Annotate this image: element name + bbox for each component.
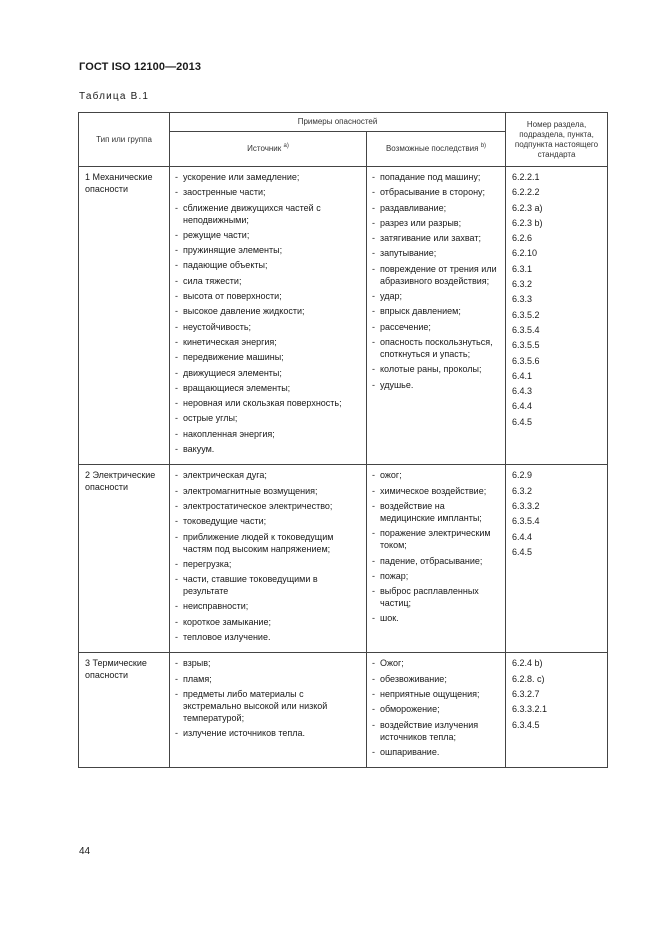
source-item: - части, ставшие токоведущими в результате: [174, 573, 363, 597]
section-ref-item: 6.3.5.2: [512, 309, 540, 320]
section-ref-item: 6.4.4: [512, 531, 533, 542]
header-type-group: Тип или группа: [79, 113, 170, 167]
section-ref-list: [510, 469, 604, 557]
source-item: - приближение людей к токоведущим частям под высоким напряжением;: [174, 531, 363, 555]
source-item: - ускорение или замедление;: [174, 171, 363, 183]
consequence-item: - впрыск давлением;: [371, 305, 502, 317]
source-item: - сила тяжести;: [174, 275, 363, 287]
section-ref-item: 6.2.10: [512, 248, 538, 259]
source-item: - заостренные части;: [174, 186, 363, 198]
source-item: - высокое давление жидкости;: [174, 305, 363, 317]
section-ref-item: 6.3.4.5: [512, 719, 540, 730]
source-item: - неисправности;: [174, 600, 363, 612]
section-ref-item: 6.2.3 b): [512, 217, 543, 228]
consequence-item: - воздействие излучения источников тепла;: [371, 719, 502, 743]
header-source: [170, 132, 367, 167]
source-item: - падающие объекты;: [174, 259, 363, 271]
section-ref-cell: [506, 653, 608, 768]
source-item: - электрическая дуга;: [174, 469, 363, 481]
section-ref-item: 6.2.6: [512, 233, 533, 244]
hazards-table: [78, 112, 608, 768]
source-item: - передвижение машины;: [174, 351, 363, 363]
source-cell: [170, 167, 367, 465]
source-item: - токоведущие части;: [174, 515, 363, 527]
consequence-item: - колотые раны, проколы;: [371, 363, 502, 375]
table-caption: Таблица В.1: [79, 91, 150, 102]
source-cell: [170, 653, 367, 768]
section-ref-list: [510, 657, 604, 730]
consequence-item: - разрез или разрыв;: [371, 217, 502, 229]
consequence-item: - обезвоживание;: [371, 673, 502, 685]
table-body: [79, 167, 608, 768]
source-list: [174, 171, 363, 455]
section-ref-item: 6.2.8. c): [512, 673, 545, 684]
consequence-item: - обморожение;: [371, 703, 502, 715]
section-ref-item: 6.4.3: [512, 386, 533, 397]
source-item: - острые углы;: [174, 412, 363, 424]
section-ref-item: 6.3.3: [512, 294, 533, 305]
consequence-item: - раздавливание;: [371, 202, 502, 214]
section-ref-item: 6.2.3 a): [512, 202, 543, 213]
source-item: - режущие части;: [174, 229, 363, 241]
source-item: - тепловое излучение.: [174, 631, 363, 643]
section-ref-item: 6.4.5: [512, 546, 533, 557]
consequence-list: [371, 171, 502, 391]
consequence-item: - поражение электрическим током;: [371, 527, 502, 551]
consequence-list: [371, 657, 502, 757]
consequence-item: - выброс расплавленных частиц;: [371, 585, 502, 609]
consequence-item: - воздействие на медицинские импланты;: [371, 500, 502, 524]
consequence-item: - химическое воздействие;: [371, 485, 502, 497]
consequence-item: - рассечение;: [371, 321, 502, 333]
section-ref-list: [510, 171, 604, 428]
source-item: - неровная или скользкая поверхность;: [174, 397, 363, 409]
hazard-group: 2 Электрические опасности: [79, 465, 170, 653]
source-list: [174, 469, 363, 643]
source-item: - пружинящие элементы;: [174, 244, 363, 256]
section-ref-item: 6.3.5.6: [512, 355, 540, 366]
hazard-group: 1 Механические опасности: [79, 167, 170, 465]
section-ref-item: 6.4.4: [512, 401, 533, 412]
section-ref-item: 6.3.2: [512, 279, 533, 290]
section-ref-item: 6.3.3.2.1: [512, 704, 548, 715]
consequence-item: - попадание под машину;: [371, 171, 502, 183]
consequence-item: - повреждение от трения или абразивного воздействия;: [371, 263, 502, 287]
source-item: - перегрузка;: [174, 558, 363, 570]
header-consequences-label: Возможные последствия: [385, 144, 479, 153]
source-item: - движущиеся элементы;: [174, 367, 363, 379]
source-item: - кинетическая энергия;: [174, 336, 363, 348]
consequence-item: - удушье.: [371, 379, 502, 391]
header-source-label: Источник: [247, 144, 282, 153]
consequence-cell: [367, 167, 506, 465]
source-item: - накопленная энергия;: [174, 428, 363, 440]
section-ref-item: 6.3.5.4: [512, 516, 540, 527]
consequence-item: - отбрасывание в сторону;: [371, 186, 502, 198]
source-item: - вращающиеся элементы;: [174, 382, 363, 394]
source-item: - взрыв;: [174, 657, 363, 669]
section-ref-item: 6.3.2.7: [512, 688, 540, 699]
source-item: - короткое замыкание;: [174, 616, 363, 628]
section-ref-item: 6.3.3.2: [512, 500, 540, 511]
table-row: [79, 167, 608, 465]
source-item: - предметы либо материалы с экстремально высокой или низкой температурой;: [174, 688, 363, 724]
hazard-group: 3 Термические опасности: [79, 653, 170, 768]
section-ref-item: 6.4.1: [512, 370, 533, 381]
consequence-cell: [367, 465, 506, 653]
section-ref-item: 6.3.5.4: [512, 324, 540, 335]
document-header: ГОСТ ISO 12100—2013: [79, 61, 202, 73]
table-row: [79, 465, 608, 653]
header-source-note: a): [283, 143, 289, 149]
source-item: - пламя;: [174, 673, 363, 685]
section-ref-item: 6.2.9: [512, 470, 533, 481]
section-ref-item: 6.2.2.1: [512, 172, 540, 182]
consequence-item: - пожар;: [371, 570, 502, 582]
table-row: [79, 653, 608, 768]
consequence-item: - неприятные ощущения;: [371, 688, 502, 700]
section-ref-cell: [506, 465, 608, 653]
header-examples: Примеры опасностей: [170, 113, 506, 132]
section-ref-item: 6.3.2: [512, 485, 533, 496]
header-section-number: Номер раздела, подраздела, пункта, подпункта настоящего стандарта: [506, 113, 608, 167]
header-consequences: [367, 132, 506, 167]
source-item: - вакуум.: [174, 443, 363, 455]
header-consequences-note: b): [480, 143, 487, 149]
section-ref-item: 6.4.5: [512, 416, 533, 427]
consequence-item: - Ожог;: [371, 657, 502, 669]
source-cell: [170, 465, 367, 653]
section-ref-item: 6.2.4 b): [512, 658, 543, 669]
source-item: - электромагнитные возмущения;: [174, 485, 363, 497]
consequence-list: [371, 469, 502, 624]
source-item: - излучение источников тепла.: [174, 727, 363, 739]
consequence-item: - опасность поскользнуться, споткнуться и упасть;: [371, 336, 502, 360]
source-item: - сближение движущихся частей с неподвижными;: [174, 202, 363, 226]
consequence-item: - удар;: [371, 290, 502, 302]
consequence-item: - шок.: [371, 612, 502, 624]
consequence-item: - падение, отбрасывание;: [371, 555, 502, 567]
section-ref-cell: [506, 167, 608, 465]
source-item: - высота от поверхности;: [174, 290, 363, 302]
consequence-item: - запутывание;: [371, 247, 502, 259]
source-list: [174, 657, 363, 739]
consequence-item: - ошпаривание.: [371, 746, 502, 758]
consequence-cell: [367, 653, 506, 768]
source-item: - неустойчивость;: [174, 321, 363, 333]
section-ref-item: 6.2.2.2: [512, 187, 540, 198]
source-item: - электростатическое электричество;: [174, 500, 363, 512]
section-ref-item: 6.3.1: [512, 263, 533, 274]
consequence-item: - затягивание или захват;: [371, 232, 502, 244]
consequence-item: - ожог;: [371, 469, 502, 481]
section-ref-item: 6.3.5.5: [512, 340, 540, 351]
page-number: 44: [79, 846, 91, 857]
